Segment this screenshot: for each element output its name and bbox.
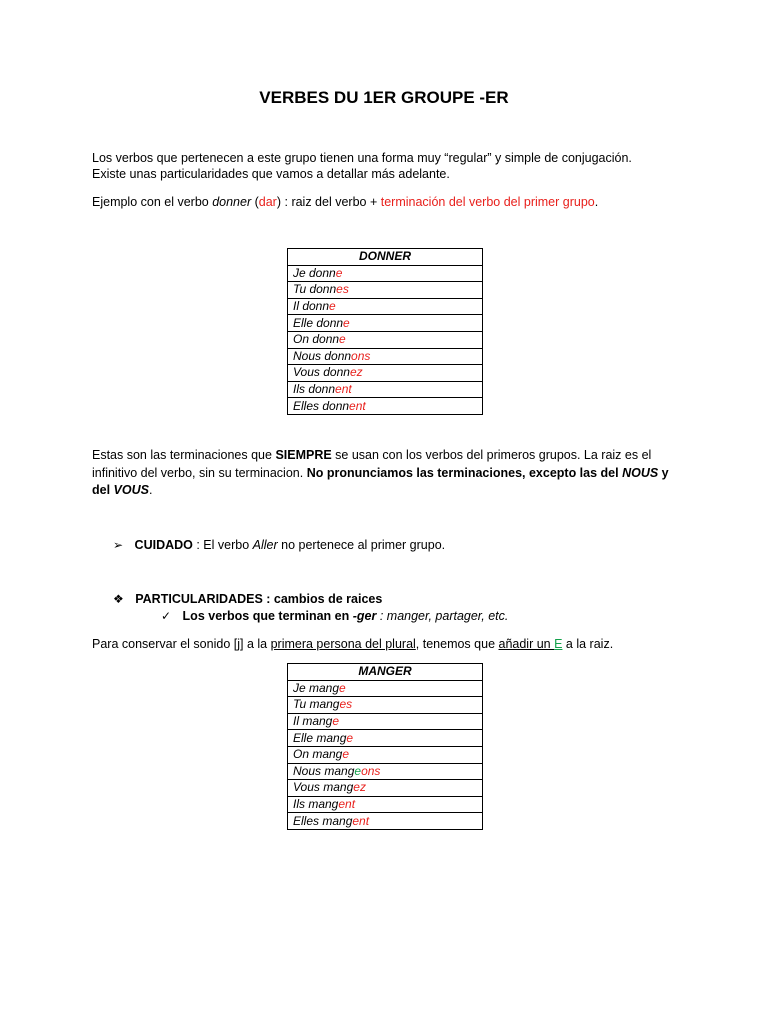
- intro-line-2: Existe unas particularidades que vamos a detallar más adelante.: [92, 167, 450, 181]
- verb-ending: e: [339, 680, 346, 695]
- particularidades-item: [113, 591, 382, 607]
- verb-ending: ent: [349, 398, 366, 413]
- conjugation-cell: [288, 348, 483, 365]
- intro-line-1: Los verbos que pertenecen a este grupo tienen una forma muy “regular” y simple de conjugación.: [92, 151, 632, 165]
- rule-text: a la raiz.: [562, 637, 614, 651]
- verb-ending: e: [329, 299, 336, 314]
- conjugation-cell: [288, 298, 483, 315]
- conjugation-cell: [288, 780, 483, 797]
- note-emphasis: No pronunciamos las terminaciones, excepto las del: [306, 466, 623, 480]
- verb-stem: Je donn: [293, 265, 336, 280]
- example-open-paren: (: [251, 195, 259, 209]
- verb-ending: e: [342, 747, 350, 762]
- example-prefix: Ejemplo con el verbo: [92, 195, 213, 209]
- table-row: [288, 265, 483, 282]
- table-header: MANGER: [288, 664, 483, 681]
- verb-ending: e: [332, 714, 340, 729]
- verb-stem: On mang: [293, 747, 343, 762]
- verb-ending: ez: [353, 780, 366, 795]
- verb-stem: Nous donn: [293, 348, 352, 363]
- table-row: [288, 282, 483, 299]
- endings-note-line-1: [92, 447, 651, 463]
- verb-stem: Nous mang: [293, 763, 355, 778]
- verb-stem: Il donn: [293, 299, 330, 314]
- verb-ending: ent: [335, 382, 352, 397]
- conjugation-cell: [288, 730, 483, 747]
- conjugation-cell: [288, 282, 483, 299]
- table-row: [288, 331, 483, 348]
- cuidado-label: CUIDADO: [134, 538, 193, 552]
- page-title: VERBES DU 1ER GROUPE -ER: [259, 88, 509, 107]
- verb-ending: es: [336, 282, 349, 297]
- verb-stem: Ils mang: [293, 797, 339, 812]
- verb-stem: Elles mang: [293, 813, 353, 828]
- cuidado-item: [113, 537, 445, 553]
- table-row: [288, 315, 483, 332]
- sub-examples: : manger, partager, etc.: [376, 609, 509, 623]
- verb-stem: Elle mang: [293, 730, 347, 745]
- verb-ending: ons: [351, 348, 371, 363]
- table-row: [288, 398, 483, 415]
- note-emphasis: y: [658, 466, 669, 480]
- verb-ending: ent: [338, 797, 356, 812]
- conjugation-cell: [288, 680, 483, 697]
- conjugation-cell: [288, 315, 483, 332]
- table-row: [288, 713, 483, 730]
- table-row: [288, 365, 483, 382]
- example-end: .: [594, 195, 599, 209]
- verb-ending: e: [335, 265, 343, 280]
- endings-note-line-3: [92, 482, 152, 498]
- conjugation-cell: [288, 796, 483, 813]
- example-close-paren: ) : raiz del verbo +: [276, 195, 381, 209]
- verb-stem: Elles donn: [293, 398, 350, 413]
- rule-underlined: primera persona del plural: [270, 637, 416, 651]
- example-verb: donner: [212, 195, 252, 209]
- particularidades-subitem: [161, 608, 508, 624]
- manger-conjugation-table: [287, 663, 483, 830]
- verb-ending: e: [343, 315, 350, 330]
- rule-line: [92, 636, 613, 652]
- note-text: Estas son las terminaciones que: [92, 448, 276, 462]
- conjugation-cell: [288, 331, 483, 348]
- verb-stem: Vous mang: [293, 780, 354, 795]
- cuidado-text: no pertenece al primer grupo.: [277, 538, 446, 552]
- conjugation-cell: [288, 381, 483, 398]
- rule-added-e: E: [554, 637, 563, 651]
- table-row: [288, 730, 483, 747]
- cuidado-verb: Aller: [252, 538, 278, 552]
- note-text: se usan con los verbos del primeros grupos. La raiz es el: [331, 448, 652, 462]
- arrow-bullet-icon: ➢: [113, 538, 124, 552]
- table-row: [288, 381, 483, 398]
- note-emphasis: NOUS: [622, 466, 659, 480]
- note-emphasis: del: [92, 483, 114, 497]
- conjugation-cell: [288, 365, 483, 382]
- conjugation-cell: [288, 713, 483, 730]
- note-emphasis: VOUS: [113, 483, 149, 497]
- verb-stem: Tu donn: [293, 282, 337, 297]
- example-line: [92, 194, 598, 210]
- note-text: infinitivo del verbo, sin su terminacion.: [92, 466, 307, 480]
- table-row: [288, 697, 483, 714]
- conjugation-cell: [288, 697, 483, 714]
- verb-ending: es: [339, 697, 353, 712]
- verb-ending: ez: [349, 365, 363, 380]
- conjugation-cell: [288, 813, 483, 830]
- table-row: [288, 813, 483, 830]
- rule-text: Para conservar el sonido [j] a la: [92, 637, 271, 651]
- endings-note-line-2: [92, 465, 669, 481]
- note-text: .: [148, 483, 153, 497]
- donner-conjugation-table: [287, 248, 483, 415]
- verb-ending: ons: [361, 763, 381, 778]
- sub-text: Los verbos que terminan en: [182, 609, 353, 623]
- verb-stem: Vous donn: [293, 365, 350, 380]
- sub-suffix: -ger: [352, 609, 377, 623]
- conjugation-cell: [288, 746, 483, 763]
- verb-stem: Il mang: [293, 714, 333, 729]
- table-row: [288, 796, 483, 813]
- table-row: [288, 780, 483, 797]
- diamond-bullet-icon: ❖: [113, 592, 124, 606]
- conjugation-cell: [288, 265, 483, 282]
- verb-ending: e: [346, 730, 354, 745]
- table-row: [288, 348, 483, 365]
- verb-stem: Ils donn: [293, 382, 336, 397]
- verb-ending: ent: [352, 813, 370, 828]
- conjugation-cell: [288, 398, 483, 415]
- conjugation-cell: [288, 763, 483, 780]
- verb-stem: Elle donn: [293, 315, 344, 330]
- table-row: [288, 298, 483, 315]
- table-header: DONNER: [288, 249, 483, 266]
- note-emphasis: SIEMPRE: [275, 448, 332, 462]
- verb-ending: e: [339, 332, 346, 347]
- verb-stem: Tu mang: [293, 697, 340, 712]
- verb-stem: Je mang: [293, 680, 340, 695]
- table-row: [288, 680, 483, 697]
- verb-stem: On donn: [293, 332, 340, 347]
- cuidado-text: : El verbo: [192, 538, 253, 552]
- particularidades-label: PARTICULARIDADES : cambios de raices: [135, 592, 383, 606]
- table-row: [288, 746, 483, 763]
- added-e: e: [354, 763, 362, 778]
- checkmark-icon: ✓: [161, 609, 172, 623]
- example-ending-label: terminación del verbo del primer grupo: [380, 195, 595, 209]
- rule-text: , tenemos que: [415, 637, 499, 651]
- example-translation: dar: [258, 195, 277, 209]
- table-row: [288, 763, 483, 780]
- rule-underlined: añadir un: [498, 637, 555, 651]
